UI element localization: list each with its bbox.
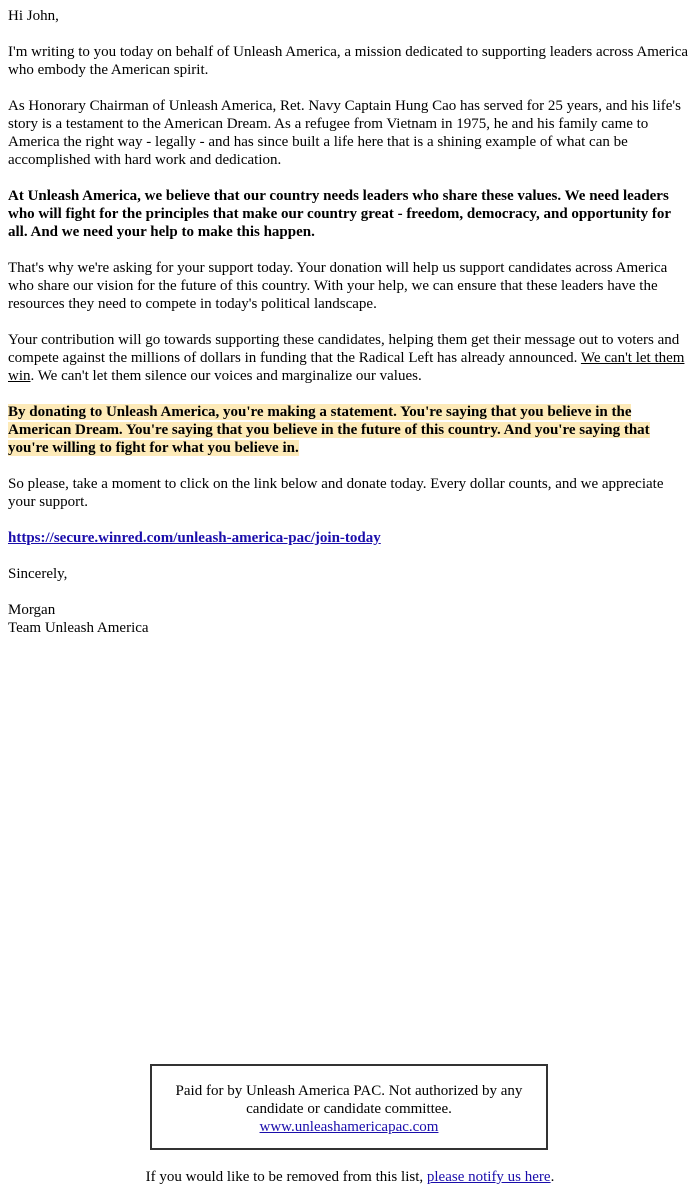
support-paragraph: That's why we're asking for your support today. Your donation will help us support candidates across America who share our vision for the future of this country. With your help, we can ensure that these leaders have the resources they need to compete in today's political landscape. [8,260,668,312]
signer-team: Team Unleash America [8,620,149,636]
signer-name: Morgan [8,602,56,618]
unsubscribe-line [0,1168,700,1186]
contribution-text-end: . We can't let them silence our voices and marginalize our values. [30,368,422,384]
disclaimer-text: Paid for by Unleash America PAC. Not authorized by any candidate or candidate committee. [175,1083,523,1117]
chairman-paragraph: As Honorary Chairman of Unleash America, Ret. Navy Captain Hung Cao has served for 25 years, and his life's story is a testament to the American Dream. As a refugee from Vietnam in 1975, he and his family came to America the right way - legally - and has since built a life here that is a shining example of what can be accomplished with hard work and dedication. [8,98,681,168]
unsubscribe-text: If you would like to be removed from this list, [145,1169,427,1185]
cant-let-them-win-text: We can't let them win [8,350,685,384]
unsubscribe-link[interactable]: please notify us here [426,1169,551,1185]
paid-for-disclaimer-box [150,1064,548,1150]
highlighted-statement: By donating to Unleash America, you're making a statement. You're saying that you believe in the American Dream. You're saying that you believe in the future of this country. And you're saying that you're willing to fight for what you believe in. [8,404,650,456]
unsubscribe-end: . [550,1169,555,1185]
signature [8,601,692,637]
intro-paragraph: I'm writing to you today on behalf of Unleash America, a mission dedicated to supporting leaders across America who embody the American spirit. [8,44,689,78]
donate-link-paragraph [8,529,692,547]
donate-request-paragraph: So please, take a moment to click on the link below and donate today. Every dollar counts, and we appreciate your support. [8,476,664,510]
email-body [8,7,692,655]
greeting: Hi John, [8,8,59,24]
contribution-paragraph [8,331,692,385]
donate-link[interactable]: https://secure.winred.com/unleash-america-pac/join-today [8,530,381,546]
values-paragraph: At Unleash America, we believe that our country needs leaders who share these values. We need leaders who will fight for the principles that make our country great - freedom, democracy, and opportunity for all. And we need your help to make this happen. [8,188,671,240]
statement-paragraph [8,403,692,457]
website-link[interactable]: www.unleashamericapac.com [259,1119,439,1135]
closing: Sincerely, [8,566,68,582]
contribution-text: Your contribution will go towards supporting these candidates, helping them get their message out to voters and compete against the millions of dollars in funding that the Radical Left has already announced. [8,332,680,366]
